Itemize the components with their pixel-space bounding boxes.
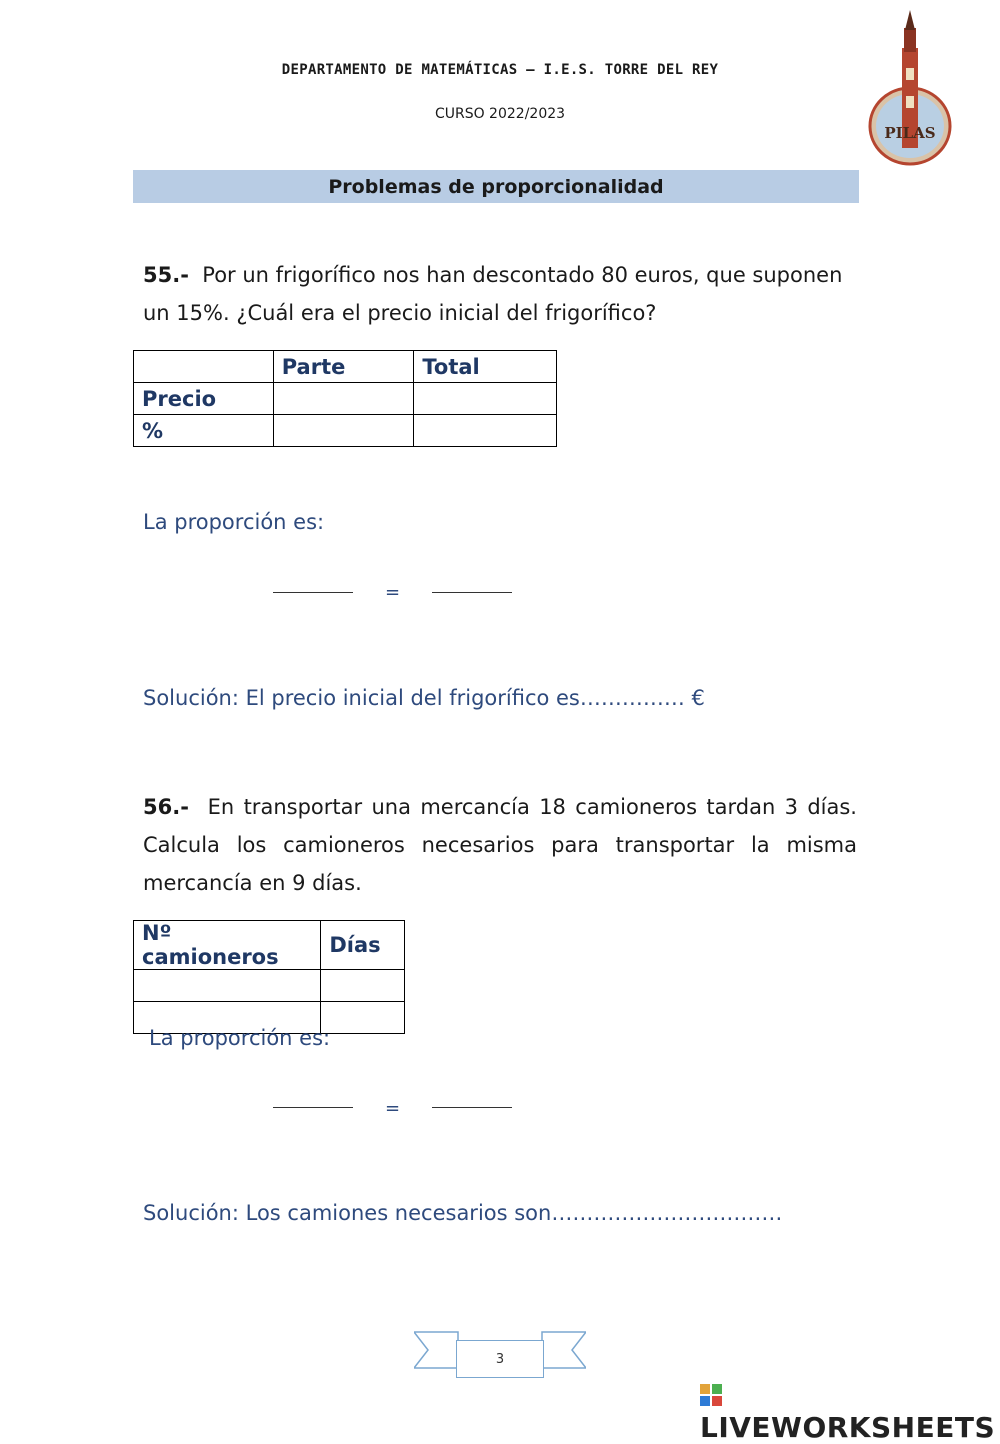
problem-56-statement [143, 788, 857, 902]
table-input-cell[interactable] [321, 970, 405, 1002]
liveworksheets-brand [700, 1378, 1000, 1444]
table-header-cell: Días [321, 921, 405, 970]
logo-text: PILAS [884, 124, 936, 142]
school-logo [866, 8, 958, 168]
table-input-cell[interactable] [273, 383, 414, 415]
table-input-cell[interactable] [414, 383, 557, 415]
problem-55-table [133, 350, 557, 447]
problem-55-solution: Solución: El precio inicial del frigorífico es…………… € [143, 686, 705, 710]
problem-56-number: 56.- [143, 795, 189, 819]
page-number: 3 [456, 1340, 544, 1378]
problem-55-statement [143, 256, 857, 332]
proportion-blank-right[interactable] [432, 1107, 512, 1108]
equals-sign: = [385, 1098, 401, 1119]
problem-55-text: Por un frigorífico nos han descontado 80 euros, que suponen un 15%. ¿Cuál era el precio inicial del frigorífico? [143, 263, 843, 325]
table-header-cell: Parte [273, 351, 414, 383]
table-header-cell: Nº camioneros [134, 921, 321, 970]
problem-56-solution: Solución: Los camiones necesarios son…………………………… [143, 1201, 783, 1225]
table-input-cell[interactable] [273, 415, 414, 447]
table-input-cell[interactable] [414, 415, 557, 447]
proportion-blank-left[interactable] [273, 1107, 353, 1108]
equals-sign: = [385, 582, 401, 603]
table-input-cell[interactable] [321, 1002, 405, 1034]
brand-text: LIVEWORKSHEETS [700, 1411, 996, 1444]
department-header: DEPARTAMENTO DE MATEMÁTICAS – I.E.S. TORRE DEL REY [281, 62, 719, 78]
problem-56-text: En transportar una mercancía 18 camioneros tardan 3 días. Calcula los camioneros necesarios para transportar la misma mercancía en 9 días. [143, 795, 857, 895]
proportion-blank-left[interactable] [273, 592, 353, 593]
proportion-blank-right[interactable] [432, 592, 512, 593]
problem-55-proportion-label: La proporción es: [143, 510, 325, 534]
problem-56-proportion-label: La proporción es: [149, 1026, 331, 1050]
page-title: Problemas de proporcionalidad [133, 170, 859, 203]
table-row-label: % [134, 415, 274, 447]
liveworksheets-logo-icon [700, 1384, 722, 1406]
problem-56-table [133, 920, 405, 1034]
table-header-cell: Total [414, 351, 557, 383]
course-label: CURSO 2022/2023 [434, 106, 566, 122]
table-input-cell[interactable] [134, 970, 321, 1002]
table-header-cell [134, 351, 274, 383]
problem-55-number: 55.- [143, 263, 189, 287]
table-row-label: Precio [134, 383, 274, 415]
